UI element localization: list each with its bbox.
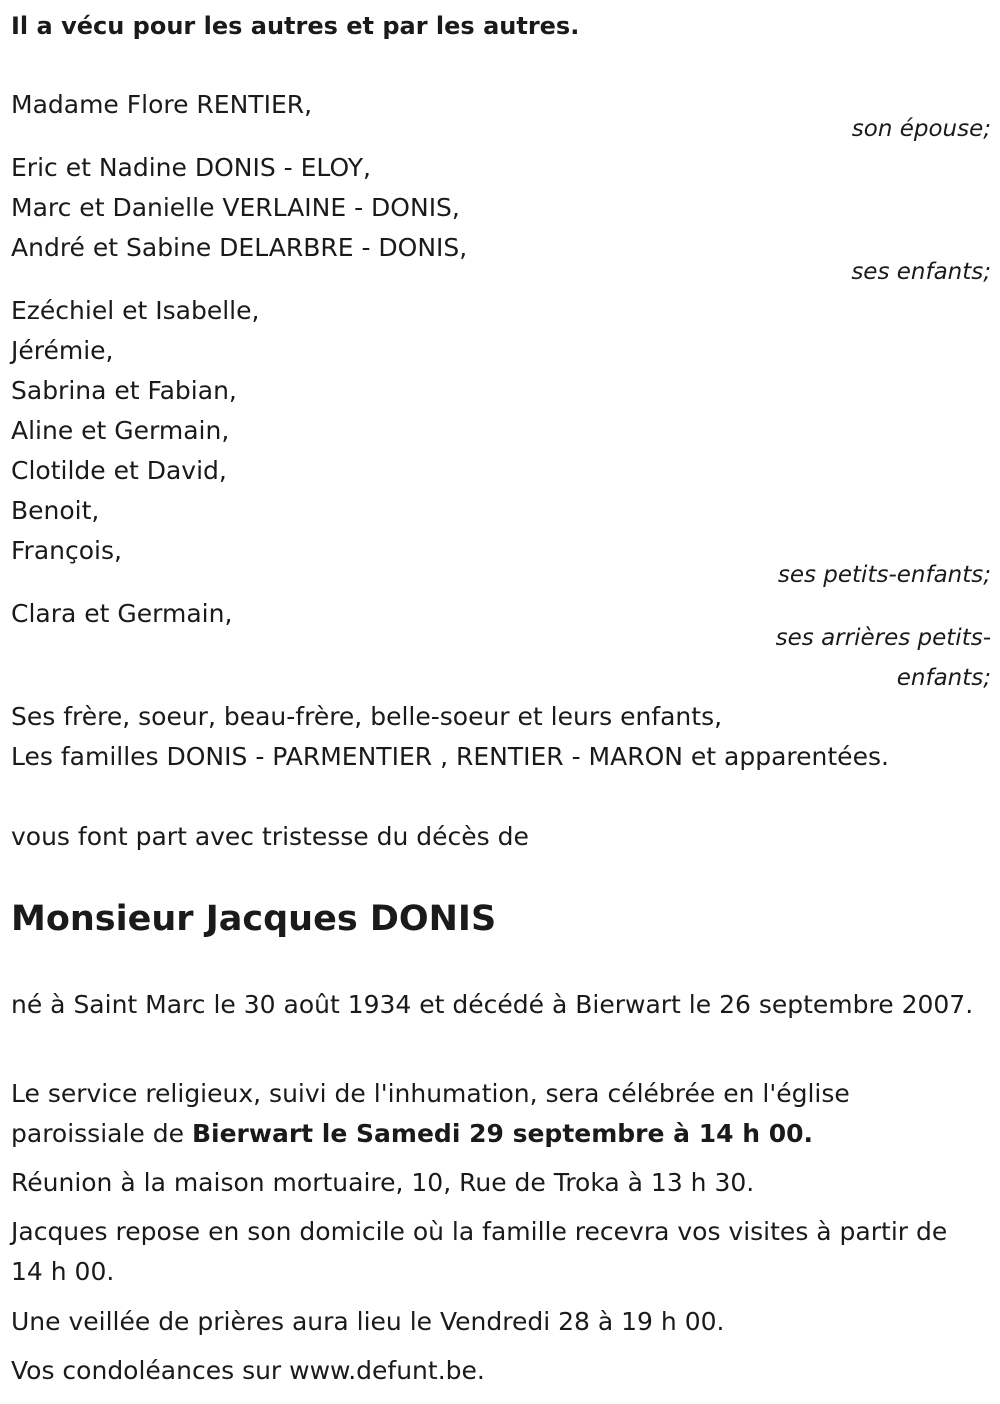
visits-info: Jacques repose en son domicile où la famille recevra vos visites à partir de 14 h 00. xyxy=(11,1217,948,1286)
extended-family-line: Ses frère, soeur, beau-frère, belle-soeur et leurs enfants, xyxy=(11,702,723,731)
child-name: André et Sabine DELARBRE - DONIS, xyxy=(11,233,468,262)
great-grandchildren-role-cont: enfants; xyxy=(896,665,991,691)
meeting-info: Réunion à la maison mortuaire, 10, Rue de Troka à 13 h 30. xyxy=(11,1168,755,1197)
condolences-info: Vos condoléances sur www.defunt.be. xyxy=(11,1356,485,1385)
grandchild-name: Sabrina et Fabian, xyxy=(11,376,237,405)
child-name: Marc et Danielle VERLAINE - DONIS, xyxy=(11,193,460,222)
child-name: Eric et Nadine DONIS - ELOY, xyxy=(11,153,371,182)
service-info-text: Le service religieux, suivi de l'inhumation, sera célébrée en l'église paroissiale de xyxy=(11,1079,850,1148)
great-grandchild-name: Clara et Germain, xyxy=(11,599,233,628)
deceased-name: Monsieur Jacques DONIS xyxy=(11,899,497,939)
spouse-role: son épouse; xyxy=(851,116,991,142)
grandchild-name: Aline et Germain, xyxy=(11,416,230,445)
grandchildren-role: ses petits-enfants; xyxy=(777,562,991,588)
service-info xyxy=(11,1074,981,1154)
grandchild-name: Benoit, xyxy=(11,496,100,525)
children-role: ses enfants; xyxy=(851,259,991,285)
grandchild-name: François, xyxy=(11,536,122,565)
grandchild-name: Ezéchiel et Isabelle, xyxy=(11,296,260,325)
grandchild-name: Clotilde et David, xyxy=(11,456,227,485)
announcement: vous font part avec tristesse du décès de xyxy=(11,822,529,851)
great-grandchildren-role: ses arrières petits- xyxy=(775,625,991,651)
grandchild-name: Jérémie, xyxy=(11,336,114,365)
motto: Il a vécu pour les autres et par les autres. xyxy=(11,12,580,40)
birth-death-info: né à Saint Marc le 30 août 1934 et décédé à Bierwart le 26 septembre 2007. xyxy=(11,990,974,1019)
extended-family-line: Les familles DONIS - PARMENTIER , RENTIER - MARON et apparentées. xyxy=(11,742,889,771)
service-date-place: Bierwart le Samedi 29 septembre à 14 h 00. xyxy=(191,1119,814,1148)
vigil-info: Une veillée de prières aura lieu le Vendredi 28 à 19 h 00. xyxy=(11,1307,725,1336)
spouse-name: Madame Flore RENTIER, xyxy=(11,90,313,119)
